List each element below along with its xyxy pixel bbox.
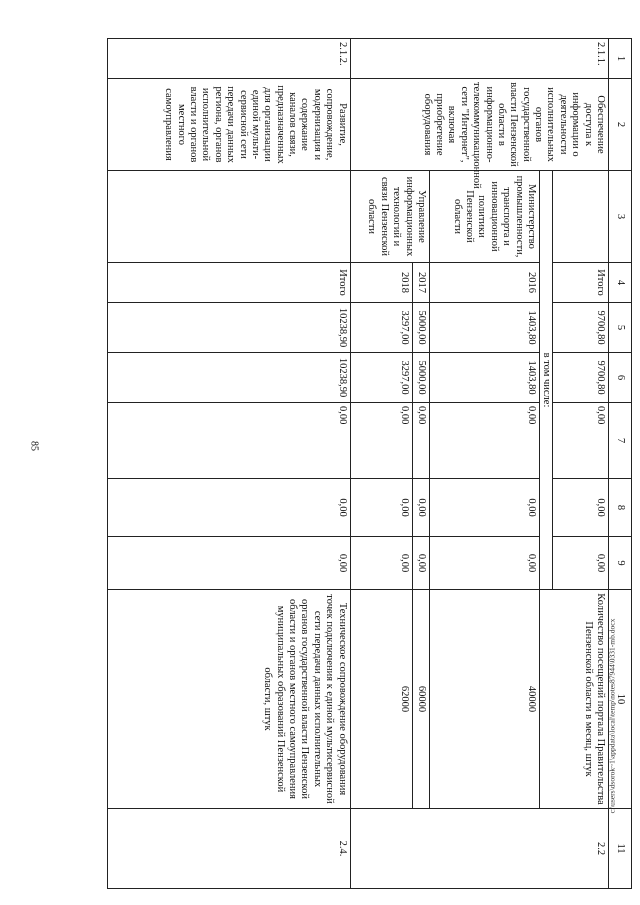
year: 2018 [350,263,412,303]
header-col-10: 10 [609,590,632,809]
header-col-2: 2 [609,79,632,171]
header-col-3: 3 [609,171,632,263]
value-col9: 0,00 [412,537,429,590]
value-col8: 0,00 [430,479,540,537]
value-col5: 1403,80 [430,303,540,353]
total-col8: 0,00 [108,479,351,537]
value-col7: 0,00 [412,403,429,479]
total-col9: 0,00 [553,537,609,590]
total-label: Итого [553,263,609,303]
including-label: в том числе: [540,171,553,590]
header-col-8: 8 [609,479,632,537]
indicator-description: Техническое сопровождение оборудования точек подключения к единой мультисервисной сети передачи данных исполнительных органов государственной власти Пензенской области и органов местного самоуправления муниципальных образований Пензенской области, штук [108,590,351,809]
value-col9: 0,00 [430,537,540,590]
header-col-6: 6 [609,353,632,403]
program-measures-table [107,38,632,889]
header-col-1: 1 [609,39,632,79]
total-col6: 10238,90 [108,353,351,403]
value-col8: 0,00 [412,479,429,537]
total-col7: 0,00 [108,403,351,479]
header-col-9: 9 [609,537,632,590]
header-row [609,39,632,889]
indicator-value: 62000 [350,590,412,809]
header-col-5: 5 [609,303,632,353]
reference-number: 2.2 [350,809,608,889]
executor: Министерство промышленности, транспорта и инновационной политики Пензенской области [430,171,540,263]
header-col-4: 4 [609,263,632,303]
indicator-value: 40000 [430,590,540,809]
total-col9: 0,00 [108,537,351,590]
table-container [107,38,632,888]
value-col5: 5000,00 [412,303,429,353]
year: 2017 [412,263,429,303]
value-col6: 3297,00 [350,353,412,403]
page-number: 85 [28,441,40,451]
total-col5: 10238,90 [108,303,351,353]
value-col5: 3297,00 [350,303,412,353]
reference-number: 2.4. [108,809,351,889]
total-col5: 9700,80 [553,303,609,353]
item-number: 2.1.2. [108,39,351,79]
total-col6: 9700,80 [553,353,609,403]
event-description: Развитие, сопровождение, модернизация и содержание каналов связи, предназначенных для организации единой мульти-сервисной сети передачи данных региона, органов исполнительной власти и органов местного самоуправления [108,79,351,171]
value-col7: 0,00 [430,403,540,479]
value-col6: 1403,80 [430,353,540,403]
header-col-7: 7 [609,403,632,479]
total-label: Итого [108,263,351,303]
executor: Управление информационных технологий и связи Пензенской области [350,171,429,263]
table-row [108,39,351,889]
year: 2016 [430,263,540,303]
item-number: 2.1.1. [350,39,608,79]
total-col7: 0,00 [553,403,609,479]
indicator-value: 60000 [412,590,429,809]
value-col8: 0,00 [350,479,412,537]
header-col-11: 11 [609,809,632,889]
total-col8: 0,00 [553,479,609,537]
indicator-description: Количество посещений портала Правительства Пензенской области в месяц, штук [540,590,609,809]
event-description: Обеспечение доступа к информации о деятельности исполнительных органов государственной власти Пензенской области в информационно-телекоммуникационной сети "Интернет", включая приобретение оборудования [350,79,608,171]
value-col7: 0,00 [350,403,412,479]
footer-file-path: c:\users\dsorok~1\appdata\local\temp\notes87944\0331-mb.docx [607,618,617,814]
value-col9: 0,00 [350,537,412,590]
value-col6: 5000,00 [412,353,429,403]
table-row [553,39,609,889]
